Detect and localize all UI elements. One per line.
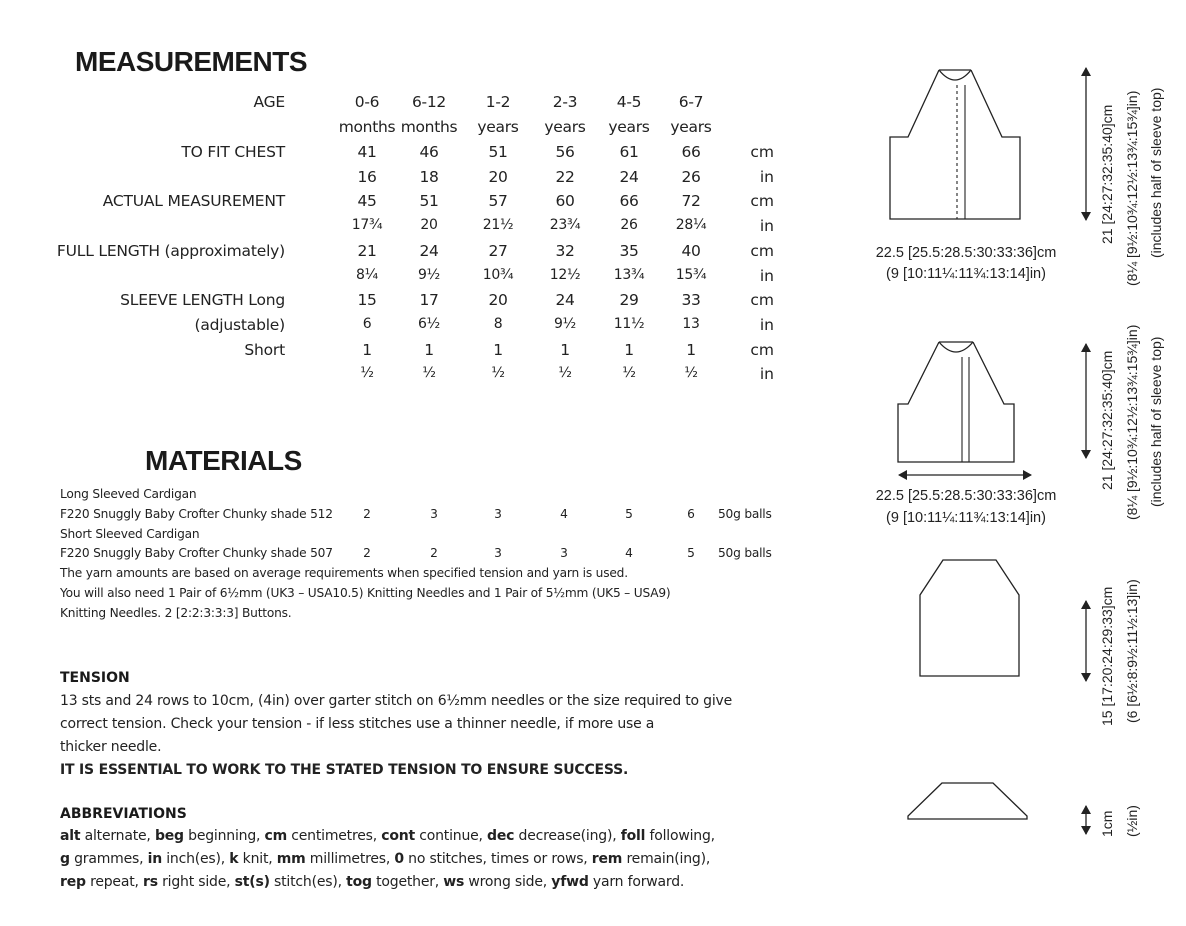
abbreviation-meaning: knit, — [238, 851, 277, 867]
yarn-quantity: 6 — [687, 507, 695, 521]
measurement-row-label: SLEEVE LENGTH Long — [120, 291, 285, 309]
age-unit-4: years — [608, 118, 650, 136]
measurement-cell: 21 — [357, 242, 377, 260]
abbreviation-term: g — [60, 851, 70, 867]
abbreviation-meaning: alternate, — [80, 828, 155, 844]
abbreviation-term: rs — [143, 874, 158, 890]
measurement-cell: 56 — [555, 143, 575, 161]
abbreviation-term: k — [229, 851, 239, 867]
measurement-cell: 57 — [488, 192, 508, 210]
measurement-cell: 27 — [488, 242, 508, 260]
measurement-cell: 15¾ — [675, 267, 707, 283]
yarn-quantity: 3 — [430, 507, 438, 521]
measurement-unit: cm — [750, 242, 774, 260]
abbreviation-meaning: remain(ing), — [622, 851, 711, 867]
short-sleeve-arrow — [1078, 802, 1094, 838]
measurement-cell: 33 — [681, 291, 701, 309]
measurement-cell: 66 — [619, 192, 639, 210]
age-unit-2: years — [477, 118, 519, 136]
measurement-cell: 28¼ — [675, 217, 707, 233]
age-unit-0: months — [338, 118, 396, 136]
tension-line-2: correct tension. Check your tension - if less stitches use a thinner needle, if more use a — [60, 716, 655, 732]
age-unit-3: years — [544, 118, 586, 136]
yarn-quantity: 3 — [494, 546, 502, 560]
short-sleeve-diagram — [900, 775, 1035, 825]
short-sleeve-cm: 1cm — [1099, 810, 1115, 837]
measurement-cell: 20 — [488, 168, 508, 186]
tension-line-1: 13 sts and 24 rows to 10cm, (4in) over garter stitch on 6½mm needles or the size required to give — [60, 693, 733, 709]
abbreviation-meaning: millimetres, — [305, 851, 395, 867]
measurement-cell: 9½ — [554, 316, 576, 332]
abbreviation-term: rem — [591, 851, 623, 867]
abbreviation-meaning: yarn forward. — [588, 874, 685, 890]
measurement-cell: 17¾ — [351, 217, 383, 233]
yarn-quantity: 2 — [363, 546, 371, 560]
back-length-note: (includes half of sleeve top) — [1148, 87, 1164, 258]
age-range-4: 4-5 — [616, 93, 642, 111]
measurement-unit: in — [759, 316, 774, 334]
buttons-note: Knitting Needles. 2 [2:2:3:3:3] Buttons. — [60, 606, 292, 620]
abbreviation-line — [60, 825, 820, 848]
back-width-in: (9 [10:11¼:11¾:13:14]in) — [886, 266, 1046, 282]
tension-heading: TENSION — [60, 670, 130, 686]
long-sleeve-title: Long Sleeved Cardigan — [60, 487, 197, 501]
short-sleeve-title: Short Sleeved Cardigan — [60, 527, 200, 541]
measurement-row-label: TO FIT CHEST — [181, 143, 285, 161]
measurement-unit: cm — [750, 192, 774, 210]
long-sleeve-cm: 15 [17:20:24:29:33]cm — [1099, 586, 1115, 726]
measurement-cell: 20 — [488, 291, 508, 309]
measurement-cell: ½ — [491, 365, 505, 381]
measurement-cell: 35 — [619, 242, 639, 260]
measurement-cell: 17 — [419, 291, 439, 309]
measurement-unit: in — [759, 168, 774, 186]
short-sleeve-in: (½in) — [1124, 805, 1140, 837]
abbreviation-meaning: following, — [645, 828, 715, 844]
measurement-cell: 8 — [493, 316, 503, 332]
tension-text — [60, 690, 820, 782]
abbreviation-meaning: repeat, — [85, 874, 144, 890]
abbreviation-term: ws — [443, 874, 465, 890]
abbreviation-term: cm — [264, 828, 288, 844]
measurement-cell: 1 — [686, 341, 696, 359]
measurement-cell: 51 — [419, 192, 439, 210]
measurement-cell: 32 — [555, 242, 575, 260]
measurement-cell: 61 — [619, 143, 639, 161]
measurement-row-label: FULL LENGTH (approximately) — [56, 242, 285, 260]
measurement-cell: 11½ — [613, 316, 645, 332]
abbreviation-meaning: wrong side, — [464, 874, 552, 890]
tension-line-3: thicker needle. — [60, 739, 162, 755]
measurement-row-label: Short — [244, 341, 285, 359]
measurement-cell: 45 — [357, 192, 377, 210]
measurement-cell: ½ — [422, 365, 436, 381]
yarn-quantity: 4 — [625, 546, 633, 560]
measurement-cell: 12½ — [549, 267, 581, 283]
measurement-cell: 26 — [620, 217, 638, 233]
measurement-cell: 6 — [362, 316, 372, 332]
measurement-cell: ½ — [684, 365, 698, 381]
age-unit-1: months — [400, 118, 458, 136]
measurement-cell: 13¾ — [613, 267, 645, 283]
measurement-cell: 18 — [419, 168, 439, 186]
tension-emphasis: IT IS ESSENTIAL TO WORK TO THE STATED TENSION TO ENSURE SUCCESS. — [60, 762, 629, 778]
measurement-cell: 10¾ — [482, 267, 514, 283]
measurement-cell: 23¾ — [549, 217, 581, 233]
measurement-cell: 15 — [357, 291, 377, 309]
materials-heading: MATERIALS — [145, 445, 302, 476]
measurement-cell: 1 — [424, 341, 434, 359]
front-length-arrow — [1078, 340, 1094, 462]
yarn-quantity: 3 — [560, 546, 568, 560]
measurement-cell: 24 — [619, 168, 639, 186]
abbreviation-meaning: inch(es), — [161, 851, 230, 867]
measurement-cell: 16 — [357, 168, 377, 186]
age-unit-5: years — [670, 118, 712, 136]
measurement-cell: 60 — [555, 192, 575, 210]
yarn-quantity: 2 — [430, 546, 438, 560]
front-length-note: (includes half of sleeve top) — [1148, 336, 1164, 507]
needles-note: You will also need 1 Pair of 6½mm (UK3 – USA10.5) Knitting Needles and 1 Pair of 5½mm (UK5 – USA9) — [60, 586, 671, 600]
front-length-cm: 21 [24:27:32:35:40]cm — [1099, 350, 1115, 490]
measurement-cell: ½ — [360, 365, 374, 381]
short-yarn-unit: 50g balls — [718, 546, 772, 560]
yarn-note: The yarn amounts are based on average requirements when specified tension and yarn is used. — [60, 566, 628, 580]
measurement-cell: ½ — [622, 365, 636, 381]
front-width-cm: 22.5 [25.5:28.5:30:33:36]cm — [875, 488, 1057, 504]
age-range-3: 2-3 — [552, 93, 578, 111]
abbreviation-term: st(s) — [234, 874, 270, 890]
measurement-cell: 22 — [555, 168, 575, 186]
measurement-cell: 8¼ — [356, 267, 378, 283]
back-width-cm: 22.5 [25.5:28.5:30:33:36]cm — [875, 245, 1057, 261]
age-range-1: 6-12 — [412, 93, 446, 111]
measurement-cell: 13 — [682, 316, 700, 332]
abbreviation-term: tog — [346, 874, 372, 890]
long-yarn-unit: 50g balls — [718, 507, 772, 521]
measurement-unit: cm — [750, 291, 774, 309]
measurement-cell: 24 — [555, 291, 575, 309]
measurement-cell: 29 — [619, 291, 639, 309]
back-length-arrow — [1078, 64, 1094, 224]
measurement-unit: in — [759, 365, 774, 383]
measurement-cell: 40 — [681, 242, 701, 260]
abbreviation-term: alt — [60, 828, 81, 844]
measurement-unit: cm — [750, 143, 774, 161]
front-width-arrow — [895, 468, 1035, 482]
age-label: AGE — [253, 93, 285, 111]
measurement-unit: in — [759, 267, 774, 285]
measurement-cell: 6½ — [418, 316, 440, 332]
abbreviation-meaning: together, — [371, 874, 444, 890]
front-width-in: (9 [10:11¼:11¾:13:14]in) — [886, 510, 1046, 526]
yarn-quantity: 4 — [560, 507, 568, 521]
abbreviation-term: in — [147, 851, 162, 867]
abbreviation-meaning: decrease(ing), — [514, 828, 621, 844]
abbreviation-line — [60, 871, 820, 894]
measurement-cell: 51 — [488, 143, 508, 161]
long-sleeve-diagram — [915, 550, 1035, 685]
yarn-quantity: 2 — [363, 507, 371, 521]
abbreviation-meaning: centimetres, — [287, 828, 382, 844]
age-range-5: 6-7 — [678, 93, 704, 111]
abbreviation-term: cont — [381, 828, 416, 844]
measurement-cell: 66 — [681, 143, 701, 161]
back-length-cm: 21 [24:27:32:35:40]cm — [1099, 104, 1115, 244]
abbreviations-list — [60, 825, 820, 894]
abbreviations-heading: ABBREVIATIONS — [60, 806, 187, 822]
yarn-quantity: 3 — [494, 507, 502, 521]
abbreviation-line — [60, 848, 820, 871]
abbreviation-meaning: continue, — [415, 828, 488, 844]
measurement-cell: 72 — [681, 192, 701, 210]
long-sleeve-in: (6 [6½:8:9½:11½:13]in) — [1124, 579, 1140, 723]
abbreviation-term: mm — [276, 851, 306, 867]
abbreviation-term: dec — [487, 828, 515, 844]
abbreviation-term: beg — [154, 828, 184, 844]
long-yarn-label: F220 Snuggly Baby Crofter Chunky shade 512 — [60, 507, 333, 521]
abbreviation-meaning: beginning, — [183, 828, 265, 844]
measurement-unit: cm — [750, 341, 774, 359]
abbreviation-meaning: grammes, — [69, 851, 148, 867]
measurement-cell: 1 — [560, 341, 570, 359]
measurement-cell: 41 — [357, 143, 377, 161]
abbreviation-term: rep — [60, 874, 86, 890]
short-yarn-label: F220 Snuggly Baby Crofter Chunky shade 507 — [60, 546, 333, 560]
abbreviation-meaning: stitch(es), — [269, 874, 347, 890]
measurement-cell: 21½ — [482, 217, 514, 233]
measurement-cell: 24 — [419, 242, 439, 260]
age-range-0: 0-6 — [354, 93, 380, 111]
front-length-in: (8¼ [9½:10¾:12½:13¾:15¾]in) — [1124, 324, 1140, 520]
measurement-cell: 26 — [681, 168, 701, 186]
abbreviation-term: yfwd — [551, 874, 589, 890]
measurement-cell: 1 — [624, 341, 634, 359]
measurement-cell: 46 — [419, 143, 439, 161]
measurement-cell: ½ — [558, 365, 572, 381]
yarn-quantity: 5 — [687, 546, 695, 560]
measurements-heading: MEASUREMENTS — [75, 46, 308, 77]
measurement-unit: in — [759, 217, 774, 235]
measurement-cell: 9½ — [418, 267, 440, 283]
measurement-cell: 1 — [493, 341, 503, 359]
measurement-row-label: (adjustable) — [194, 316, 285, 334]
yarn-quantity: 5 — [625, 507, 633, 521]
measurement-cell: 1 — [362, 341, 372, 359]
back-length-in: (8¼ [9½:10¾:12½:13¾:15¾]in) — [1124, 90, 1140, 286]
abbreviation-meaning: no stitches, times or rows, — [403, 851, 592, 867]
long-sleeve-arrow — [1078, 597, 1094, 685]
measurement-cell: 20 — [420, 217, 438, 233]
abbreviation-term: foll — [620, 828, 646, 844]
back-diagram — [880, 60, 1030, 230]
measurement-row-label: ACTUAL MEASUREMENT — [102, 192, 285, 210]
abbreviation-meaning: right side, — [157, 874, 235, 890]
age-range-2: 1-2 — [485, 93, 511, 111]
abbreviation-term: 0 — [394, 851, 404, 867]
